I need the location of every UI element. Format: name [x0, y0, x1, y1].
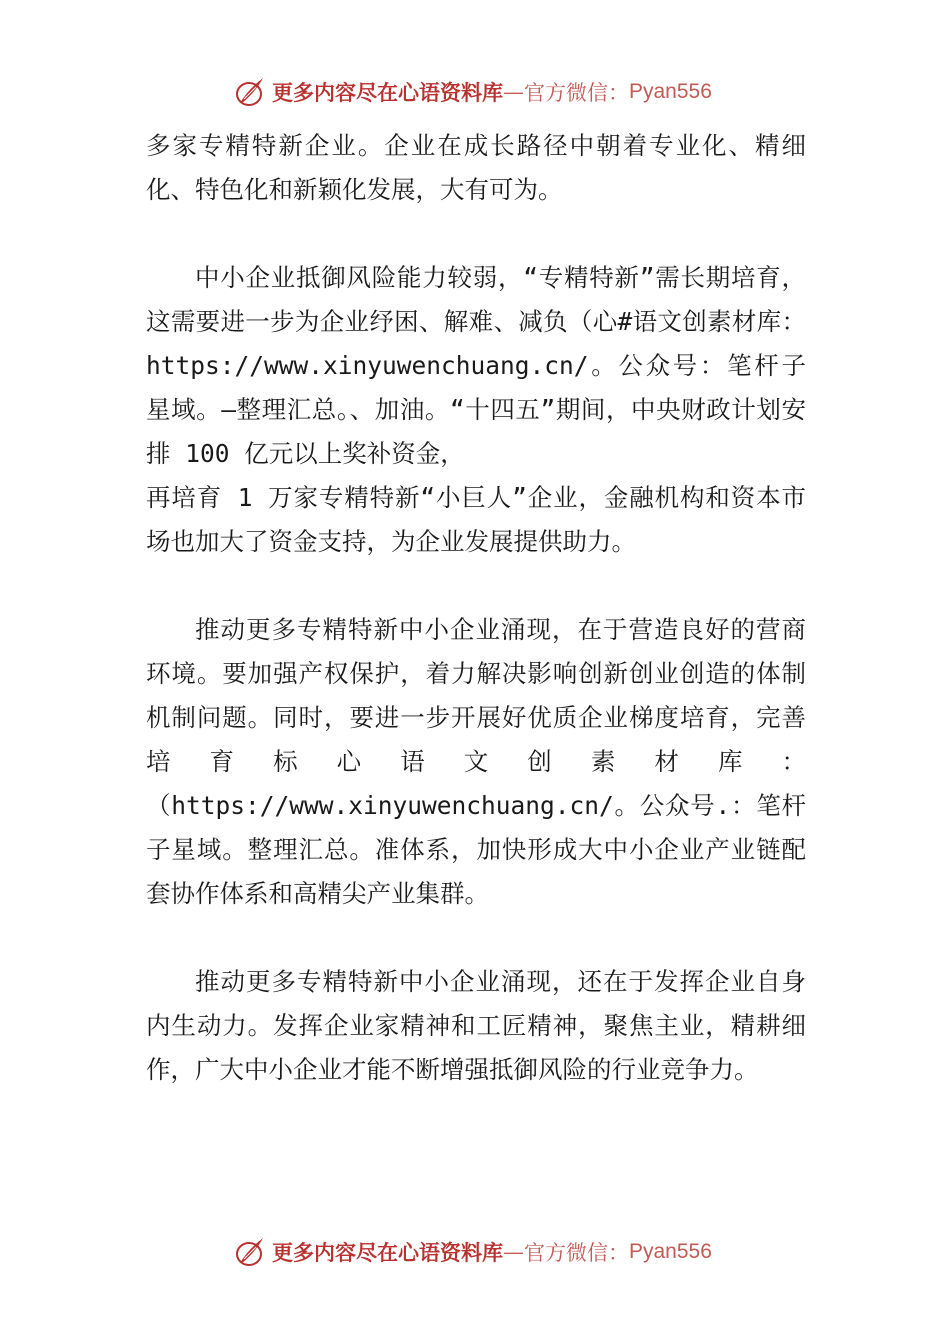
footer-banner	[232, 1232, 752, 1272]
paragraph-1: 多家专精特新企业。企业在成长路径中朝着专业化、精细化、特色化和新颖化发展，大有可为。	[146, 131, 806, 204]
paragraph-2: 中小企业抵御风险能力较弱，“专精特新”需长期培育，这需要进一步为企业纾困、解难、减负（心#语文创素材库：https://www.xinyuwenchuang.cn/。公众号：笔杆子星域。—整理汇总。、加油。“十四五”期间，中央财政计划安排 100 亿元以上奖补资金，	[146, 263, 806, 468]
paragraph-4: 推动更多专精特新中小企业涌现，在于营造良好的营商环境。要加强产权保护，着力解决影响创新创业创造的体制机制问题。同时，要进一步开展好优质企业梯度培育，完善培育标心语文创素材库：（https://www.xinyuwenchuang.cn/。公众号.：笔杆子星域。整理汇总。准体系，加快形成大中小企业产业链配套协作体系和高精尖产业集群。	[146, 615, 806, 908]
feather-logo-icon	[232, 75, 266, 109]
banner-wechat-id: Pyan556	[629, 1240, 712, 1263]
article-body	[146, 124, 806, 1092]
banner-main-text: 更多内容尽在心语资料库	[272, 1240, 503, 1265]
banner-main-text: 更多内容尽在心语资料库	[272, 80, 503, 105]
paragraph-gap	[146, 564, 806, 608]
paragraph-5: 推动更多专精特新中小企业涌现，还在于发挥企业自身内生动力。发挥企业家精神和工匠精神，聚焦主业，精耕细作，广大中小企业才能不断增强抵御风险的行业竞争力。	[146, 967, 806, 1084]
paragraph-gap	[146, 212, 806, 256]
header-banner	[232, 72, 752, 112]
banner-wechat-label: 官方微信：	[524, 81, 629, 105]
paragraph-3: 再培育 1 万家专精特新“小巨人”企业，金融机构和资本市场也加大了资金支持，为企业发展提供助力。	[146, 483, 806, 556]
banner-wechat-label: 官方微信：	[524, 1241, 629, 1265]
paragraph-gap	[146, 916, 806, 960]
banner-dash: —	[503, 80, 524, 104]
banner-wechat-id: Pyan556	[629, 80, 712, 103]
banner-dash: —	[503, 1240, 524, 1264]
feather-logo-icon	[232, 1235, 266, 1269]
